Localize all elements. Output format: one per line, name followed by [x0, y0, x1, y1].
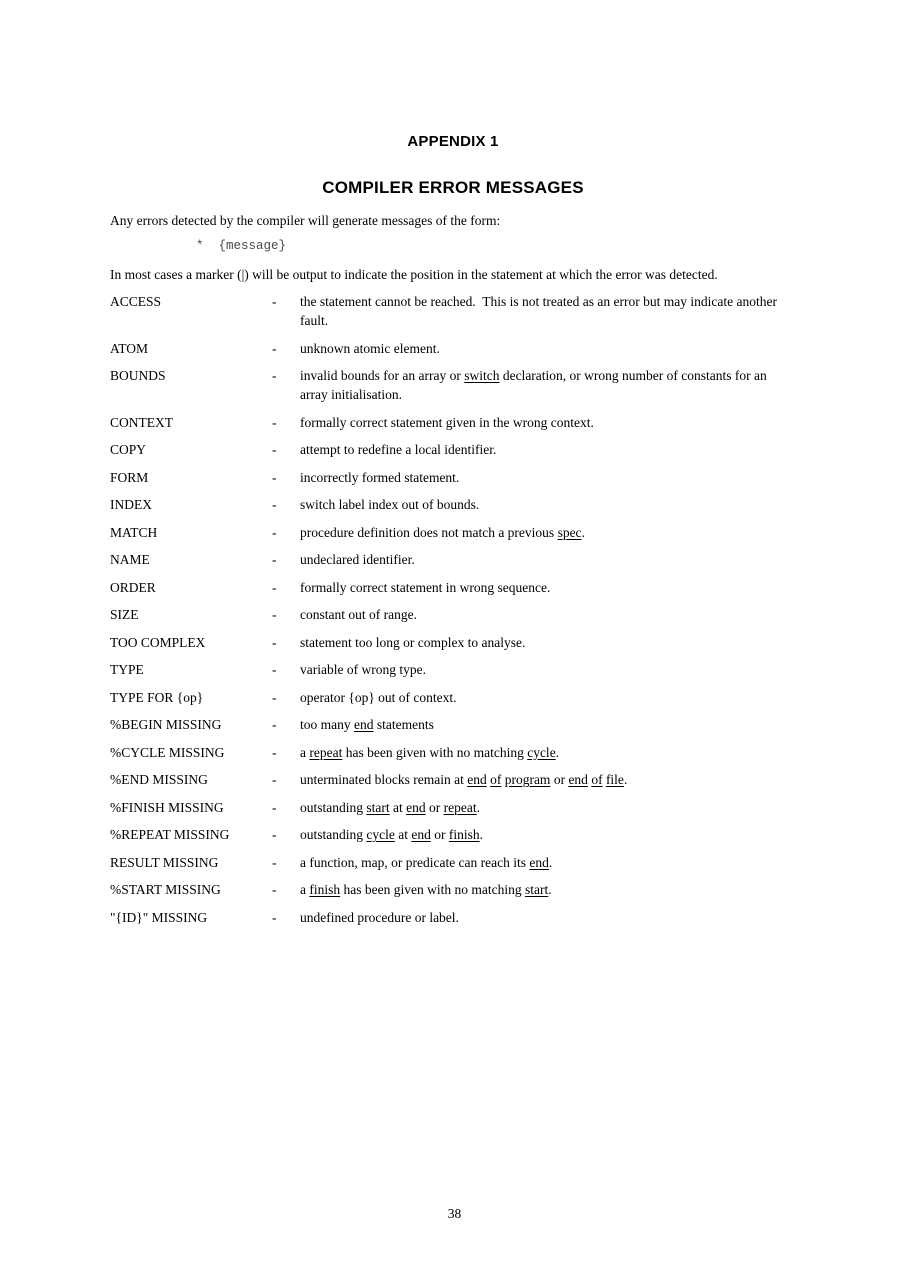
description-text: constant out of range.	[300, 607, 417, 622]
keyword-underlined: end	[406, 799, 426, 815]
description-text: the statement cannot be reached. This is not treated as an error but may indicate another fault.	[300, 294, 781, 328]
dash-separator: -	[272, 294, 277, 309]
error-row	[110, 908, 796, 927]
error-row	[110, 660, 796, 679]
error-description	[300, 633, 796, 652]
error-row	[110, 578, 796, 597]
error-code: %END MISSING	[110, 772, 208, 787]
keyword-underlined: switch	[464, 368, 500, 383]
keyword-underlined: finish	[309, 882, 341, 897]
error-row	[110, 853, 796, 872]
error-description	[300, 413, 796, 432]
error-row	[110, 413, 796, 432]
error-row	[110, 339, 796, 358]
error-description	[300, 550, 796, 569]
description-text: a function, map, or predicate can reach its	[300, 854, 530, 870]
keyword-underlined: end	[354, 717, 374, 732]
error-description	[300, 770, 796, 789]
description-text: outstanding	[300, 799, 367, 815]
error-row	[110, 366, 796, 404]
error-code: ORDER	[110, 579, 156, 595]
error-row	[110, 743, 796, 762]
error-description	[300, 825, 796, 844]
error-description	[300, 292, 796, 330]
error-description	[300, 523, 796, 542]
description-text: outstanding	[300, 827, 367, 842]
error-row	[110, 495, 796, 514]
error-description	[300, 880, 796, 899]
keyword-underlined: repeat	[443, 799, 477, 815]
error-description	[300, 853, 796, 872]
error-description	[300, 908, 796, 927]
error-code: TYPE FOR {op}	[110, 689, 204, 705]
description-text: attempt to redefine a local identifier.	[300, 442, 497, 457]
description-text: or	[430, 827, 449, 842]
error-description	[300, 715, 796, 734]
error-code: INDEX	[110, 497, 152, 512]
error-description	[300, 468, 796, 487]
keyword-underlined: start	[524, 882, 549, 897]
keyword-underlined: file	[605, 772, 624, 787]
description-text: .	[555, 744, 560, 760]
description-text: has been given with no matching	[342, 744, 528, 760]
dash-separator: -	[272, 882, 277, 897]
error-row	[110, 292, 796, 330]
description-text: a	[300, 882, 310, 897]
error-row	[110, 440, 796, 459]
keyword-underlined: cycle	[527, 744, 556, 760]
error-description	[300, 495, 796, 514]
intro-paragraph: Any errors detected by the compiler will generate messages of the form:	[110, 213, 501, 228]
keyword-underlined: program	[504, 772, 551, 787]
message-format-code: * {message}	[196, 239, 287, 253]
description-text: switch label index out of bounds.	[300, 497, 480, 512]
description-text: .	[581, 524, 585, 540]
description-text: declaration, or wrong number of constants for an array initialisation.	[300, 368, 771, 402]
error-code: RESULT MISSING	[110, 854, 219, 870]
error-row	[110, 798, 796, 817]
marker-note-paragraph: In most cases a marker (|) will be output to indicate the position in the statement at which the error was detected.	[110, 267, 718, 282]
keyword-underlined: start	[366, 799, 390, 815]
keyword-underlined: repeat	[309, 744, 343, 760]
error-code: NAME	[110, 552, 150, 567]
description-text: too many	[300, 717, 354, 732]
error-code: "{ID}" MISSING	[110, 909, 208, 925]
description-text: .	[623, 772, 628, 787]
description-text: undeclared identifier.	[300, 552, 415, 567]
keyword-underlined: end	[529, 854, 549, 870]
description-text: .	[548, 882, 552, 897]
error-row	[110, 715, 796, 734]
description-text: statements	[373, 717, 434, 732]
error-code: TOO COMPLEX	[110, 634, 206, 650]
dash-separator: -	[272, 799, 277, 815]
error-code: TYPE	[110, 662, 144, 677]
error-code: %BEGIN MISSING	[110, 717, 222, 732]
keyword-underlined: spec	[557, 524, 582, 540]
dash-separator: -	[272, 368, 277, 383]
dash-separator: -	[272, 689, 277, 705]
appendix-heading: APPENDIX 1	[407, 133, 499, 150]
dash-separator: -	[272, 469, 277, 485]
dash-separator: -	[272, 744, 277, 760]
error-description	[300, 688, 796, 707]
page-title: COMPILER ERROR MESSAGES	[322, 178, 584, 197]
description-text: at	[389, 799, 407, 815]
description-text: operator {op} out of context.	[300, 689, 457, 705]
description-text: undefined procedure or label.	[300, 909, 459, 925]
keyword-underlined: end	[467, 772, 487, 787]
error-code: %CYCLE MISSING	[110, 744, 225, 760]
error-description	[300, 339, 796, 358]
error-code: COPY	[110, 442, 147, 457]
keyword-underlined: of	[591, 772, 603, 787]
description-text: formally correct statement given in the wrong context.	[300, 414, 594, 430]
description-text: invalid bounds for an array or	[300, 368, 465, 383]
keyword-underlined: end	[411, 827, 431, 842]
description-text: incorrectly formed statement.	[300, 469, 460, 485]
error-code: %START MISSING	[110, 882, 221, 897]
description-text: or	[425, 799, 444, 815]
description-text: a	[300, 744, 310, 760]
error-description	[300, 660, 796, 679]
error-code: ATOM	[110, 340, 149, 356]
page-content	[110, 133, 796, 935]
description-text: statement too long or complex to analyse.	[300, 634, 526, 650]
dash-separator: -	[272, 340, 277, 356]
dash-separator: -	[272, 524, 277, 540]
dash-separator: -	[272, 827, 277, 842]
description-text: variable of wrong type.	[300, 662, 426, 677]
error-row	[110, 688, 796, 707]
error-description	[300, 366, 796, 404]
error-row	[110, 550, 796, 569]
error-description	[300, 440, 796, 459]
dash-separator: -	[272, 772, 277, 787]
dash-separator: -	[272, 717, 277, 732]
error-row	[110, 523, 796, 542]
description-text: unterminated blocks remain at	[300, 772, 468, 787]
keyword-underlined: finish	[448, 827, 480, 842]
dash-separator: -	[272, 662, 277, 677]
error-code: MATCH	[110, 524, 158, 540]
description-text: .	[479, 827, 483, 842]
description-text: or	[550, 772, 569, 787]
error-row	[110, 880, 796, 899]
error-description	[300, 743, 796, 762]
dash-separator: -	[272, 442, 277, 457]
page-number: 38	[447, 1206, 462, 1221]
dash-separator: -	[272, 854, 277, 870]
dash-separator: -	[272, 497, 277, 512]
dash-separator: -	[272, 579, 277, 595]
error-row	[110, 468, 796, 487]
dash-separator: -	[272, 634, 277, 650]
error-code: SIZE	[110, 607, 139, 622]
error-row	[110, 605, 796, 624]
error-code: %REPEAT MISSING	[110, 827, 230, 842]
description-text: .	[476, 799, 480, 815]
description-text: unknown atomic element.	[300, 340, 440, 356]
dash-separator: -	[272, 414, 277, 430]
error-code: BOUNDS	[110, 368, 166, 383]
error-row	[110, 825, 796, 844]
error-row	[110, 770, 796, 789]
dash-separator: -	[272, 552, 277, 567]
description-text: procedure definition does not match a previous	[300, 524, 558, 540]
dash-separator: -	[272, 909, 277, 925]
description-text: at	[394, 827, 412, 842]
error-code: CONTEXT	[110, 414, 173, 430]
description-text: .	[548, 854, 553, 870]
error-code: FORM	[110, 469, 149, 485]
error-message-list	[110, 292, 796, 927]
error-description	[300, 605, 796, 624]
error-description	[300, 798, 796, 817]
keyword-underlined: of	[490, 772, 502, 787]
error-description	[300, 578, 796, 597]
description-text: has been given with no matching	[340, 882, 525, 897]
dash-separator: -	[272, 607, 277, 622]
description-text: formally correct statement in wrong sequence.	[300, 579, 551, 595]
error-code: ACCESS	[110, 294, 162, 309]
error-row	[110, 633, 796, 652]
keyword-underlined: cycle	[366, 827, 395, 842]
error-code: %FINISH MISSING	[110, 799, 224, 815]
keyword-underlined: end	[568, 772, 588, 787]
